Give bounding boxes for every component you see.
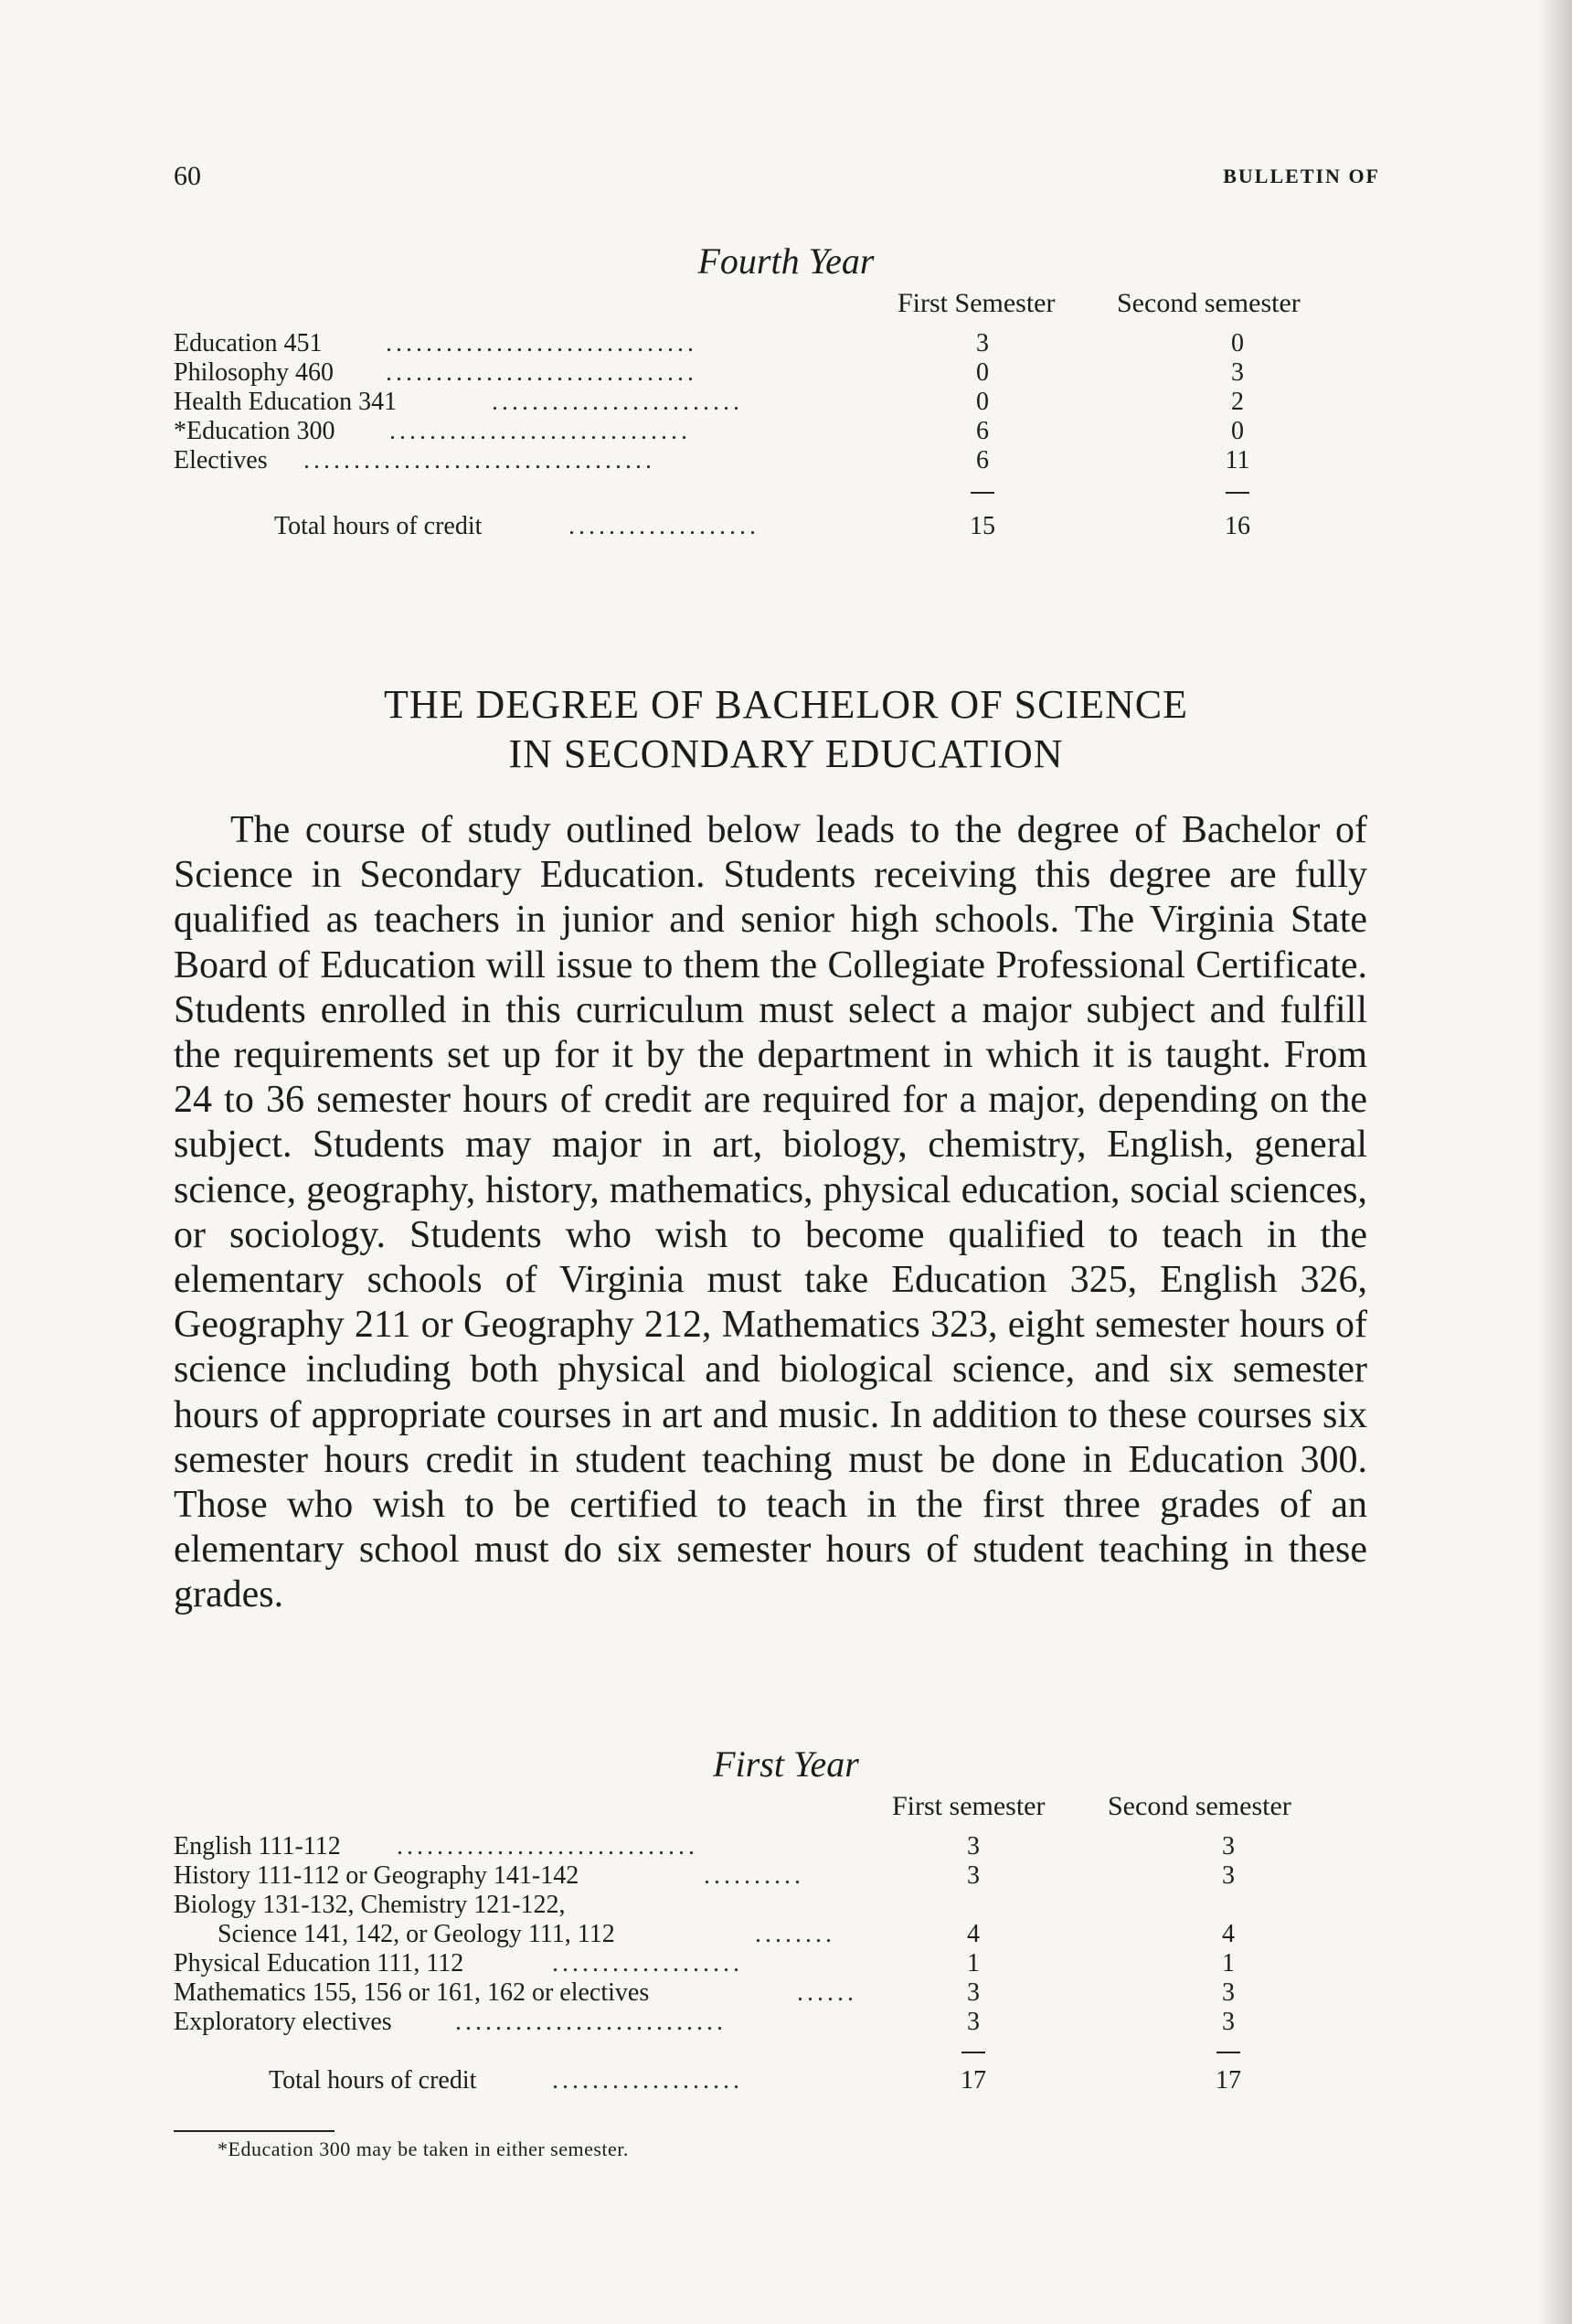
col-header-first-semester: First Semester: [898, 288, 1056, 318]
course-label: Physical Education 111, 112: [174, 1949, 464, 1978]
footnote: *Education 300 may be taken in either semester.: [218, 2137, 629, 2160]
total-label: Total hours of credit: [269, 2066, 477, 2095]
course-label: Biology 131-132, Chemistry 121-122,: [174, 1891, 566, 1919]
col-header-first-semester: First semester: [892, 1791, 1046, 1821]
leader-dots: ...............................: [386, 329, 697, 357]
fourth-year-table: [174, 289, 1389, 541]
first-semester-hours: 0: [976, 388, 989, 416]
table-row: [174, 1891, 1389, 1920]
total-label: Total hours of credit: [274, 512, 483, 540]
table-row: [174, 1949, 1389, 1978]
second-semester-hours: 0: [1231, 329, 1244, 357]
page-edge-shadow: [1537, 0, 1572, 2324]
first-semester-hours: 6: [976, 446, 989, 474]
sum-rule: [971, 492, 994, 494]
leader-dots: .........................: [492, 388, 743, 416]
first-semester-hours: 0: [976, 358, 989, 387]
first-year-title: First Year: [713, 1743, 859, 1785]
leader-dots: ...............................: [386, 358, 697, 387]
leader-dots: ..........: [704, 1861, 804, 1890]
first-semester-hours: 3: [967, 2008, 980, 2036]
leader-dots: ......: [797, 1978, 857, 2007]
second-semester-hours: 1: [1222, 1949, 1235, 1978]
table-row: [174, 329, 1389, 358]
first-semester-hours: 3: [967, 1832, 980, 1860]
degree-title-line2: IN SECONDARY EDUCATION: [508, 731, 1064, 776]
fourth-year-title: Fourth Year: [697, 240, 875, 282]
second-semester-hours: 3: [1222, 1861, 1235, 1890]
second-semester-hours: 2: [1231, 388, 1244, 416]
table-row: [174, 1978, 1389, 2008]
leader-dots: ..............................: [389, 417, 691, 445]
course-label: Education 451: [174, 329, 323, 357]
page-header: [174, 161, 1380, 197]
leader-dots: ........: [755, 1920, 835, 1948]
page-number: 60: [174, 161, 201, 191]
first-semester-hours: 3: [967, 1978, 980, 2007]
first-semester-hours: 6: [976, 417, 989, 445]
course-label: *Education 300: [174, 417, 335, 445]
leader-dots: ...................: [552, 1949, 743, 1978]
table-row: [174, 1920, 1389, 1949]
second-semester-hours: 4: [1222, 1920, 1235, 1948]
leader-dots: ...................................: [303, 446, 655, 474]
total-first-semester: 15: [970, 512, 995, 540]
col-header-second-semester: Second semester: [1108, 1791, 1291, 1821]
first-semester-hours: 3: [967, 1861, 980, 1890]
sum-rule: [1226, 492, 1249, 494]
second-semester-hours: 3: [1231, 358, 1244, 387]
first-semester-hours: 4: [967, 1920, 980, 1948]
table-row: [174, 1861, 1389, 1891]
table-row: [174, 388, 1389, 417]
first-semester-hours: 1: [967, 1949, 980, 1978]
course-label: Electives: [174, 446, 268, 474]
course-label: English 111-112: [174, 1832, 341, 1860]
course-label: Health Education 341: [174, 388, 398, 416]
table-row: [174, 1832, 1389, 1861]
first-semester-hours: 3: [976, 329, 989, 357]
leader-dots: ...................: [552, 2066, 743, 2095]
total-second-semester: 16: [1225, 512, 1250, 540]
second-semester-hours: 3: [1222, 1832, 1235, 1860]
total-row: [174, 512, 1389, 541]
course-label: Exploratory electives: [174, 2008, 392, 2036]
second-semester-hours: 3: [1222, 2008, 1235, 2036]
leader-dots: ..............................: [397, 1832, 698, 1860]
total-second-semester: 17: [1216, 2066, 1241, 2095]
second-semester-hours: 0: [1231, 417, 1244, 445]
sum-rule: [1216, 2052, 1240, 2053]
col-header-second-semester: Second semester: [1117, 288, 1301, 318]
first-year-table: [174, 1792, 1389, 2094]
table-row: [174, 446, 1389, 475]
leader-dots: ...................: [568, 512, 759, 540]
running-head: BULLETIN OF: [1223, 165, 1380, 187]
course-label: Philosophy 460: [174, 358, 335, 387]
table-row: [174, 2008, 1389, 2037]
sum-rule: [961, 2052, 985, 2053]
degree-description: The course of study outlined below leads to the degree of Bachelor of Science in Secondary Education. Students receiving this degree are fully qualified as teachers in junior and senior high schools. The Virginia State Board of Education will issue to them the Collegiate Professional Certificate. Students enrolled in this curriculum must select a major subject and fulfill the requirements set up for it by the department in which it is taught. From 24 to 36 semester hours of credit are required for a major, depending on the subject. Students may major in art, biology, chemistry, English, general science, geography, history, mathematics, physical education, social sciences, or sociology. Students who wish to become qualified to teach in the elementary schools of Virginia must take Education 325, English 326, Geography 211 or Geography 212, Mathematics 323, eight semester hours of science including both physical and biological science, and six semester hours of appropriate courses in art and music. In addition to these courses six semester hours credit in student teaching must be done in Education 300. Those who wish to be certified to teach in the first three grades of an elementary school must do six semester hours of student teaching in these grades.: [174, 809, 1367, 1616]
table-row: [174, 358, 1389, 388]
table-row: [174, 417, 1389, 446]
footnote-rule: [174, 2130, 335, 2132]
second-semester-hours: 3: [1222, 1978, 1235, 2007]
degree-title-line1: THE DEGREE OF BACHELOR OF SCIENCE: [383, 682, 1189, 727]
course-label: Science 141, 142, or Geology 111, 112: [218, 1920, 615, 1948]
leader-dots: ...........................: [455, 2008, 727, 2036]
total-first-semester: 17: [961, 2066, 986, 2095]
course-label: Mathematics 155, 156 or 161, 162 or electives: [174, 1978, 650, 2007]
second-semester-hours: 11: [1225, 446, 1250, 474]
total-row: [174, 2066, 1389, 2095]
course-label: History 111-112 or Geography 141-142: [174, 1861, 579, 1890]
